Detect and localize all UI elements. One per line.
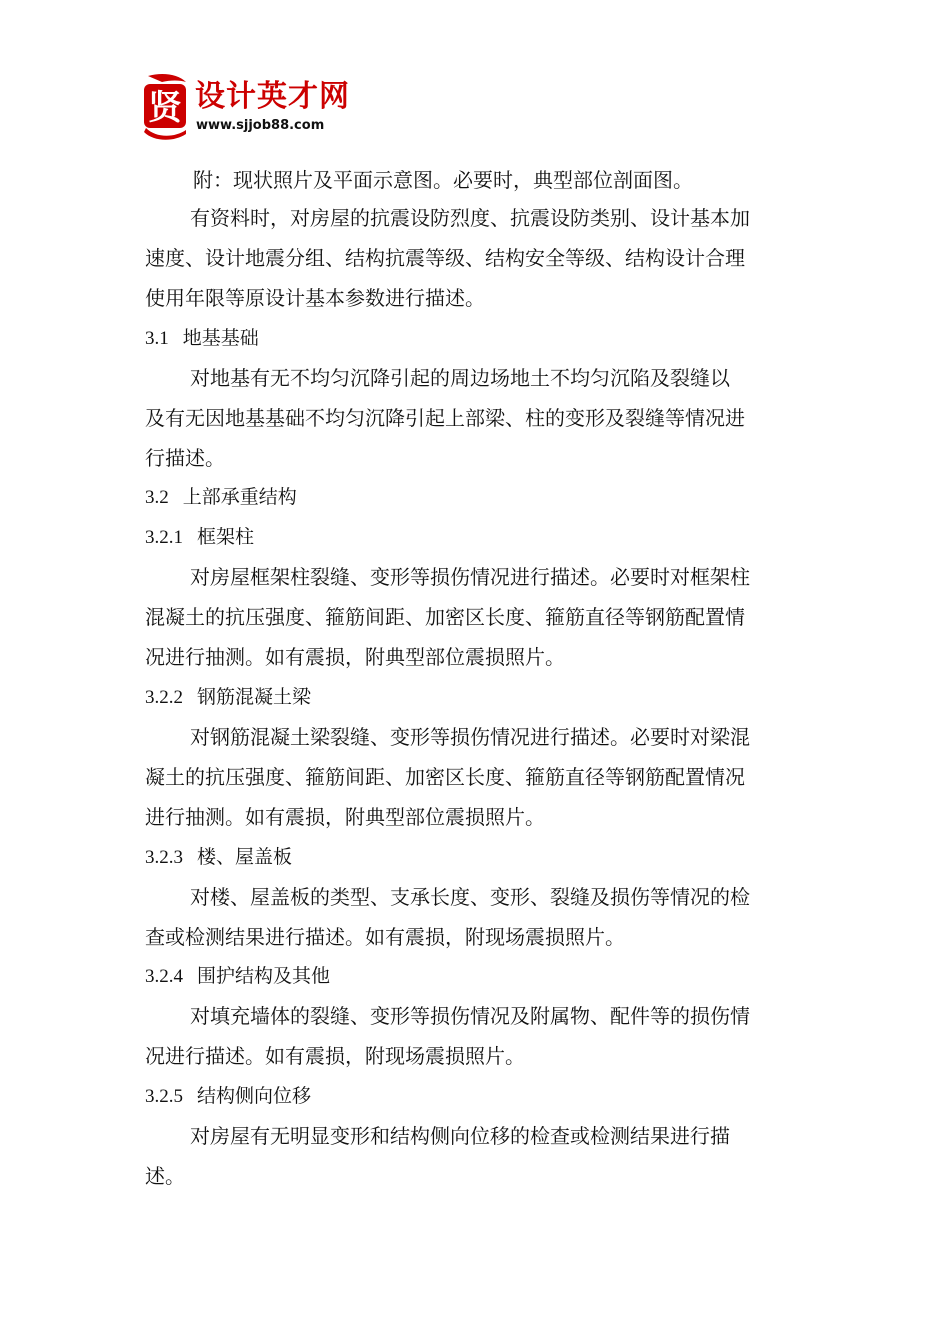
paragraph-line: 对地基有无不均匀沉降引起的周边场地土不均匀沉陷及裂缝以 <box>190 366 730 390</box>
section-title: 地基基础 <box>182 327 259 349</box>
section-heading-3-1 <box>145 325 259 352</box>
section-heading-3-2 <box>145 484 297 511</box>
section-title: 框架柱 <box>197 526 255 548</box>
section-heading-3-2-1 <box>145 524 254 551</box>
section-number: 3.2 <box>145 487 169 508</box>
paragraph-line: 况进行描述。如有震损，附现场震损照片。 <box>145 1044 525 1068</box>
section-number: 3.2.3 <box>145 847 183 868</box>
logo-name: 设计英才网 <box>195 79 350 114</box>
paragraph-line: 对楼、屋盖板的类型、支承长度、变形、裂缝及损伤等情况的检 <box>190 885 750 909</box>
section-title: 上部承重结构 <box>182 486 297 508</box>
svg-text:贤: 贤 <box>148 88 182 128</box>
section-number: 3.2.4 <box>145 966 183 987</box>
intro-line: 使用年限等原设计基本参数进行描述。 <box>145 286 485 310</box>
attachment-note: 附：现状照片及平面示意图。必要时，典型部位剖面图。 <box>193 168 693 192</box>
section-heading-3-2-2 <box>145 684 311 711</box>
paragraph-line: 进行抽测。如有震损，附典型部位震损照片。 <box>145 805 545 829</box>
intro-line: 有资料时，对房屋的抗震设防烈度、抗震设防类别、设计基本加 <box>190 206 750 230</box>
paragraph-line: 对房屋有无明显变形和结构侧向位移的检查或检测结果进行描 <box>190 1124 730 1148</box>
paragraph-line: 及有无因地基基础不均匀沉降引起上部梁、柱的变形及裂缝等情况进 <box>145 406 745 430</box>
paragraph-line: 行描述。 <box>145 446 225 470</box>
paragraph-line: 况进行抽测。如有震损，附典型部位震损照片。 <box>145 645 565 669</box>
section-number: 3.1 <box>145 328 169 349</box>
logo-mark-icon <box>140 72 190 140</box>
intro-line: 速度、设计地震分组、结构抗震等级、结构安全等级、结构设计合理 <box>145 246 745 270</box>
paragraph-line: 对填充墙体的裂缝、变形等损伤情况及附属物、配件等的损伤情 <box>190 1004 750 1028</box>
section-number: 3.2.5 <box>145 1086 183 1107</box>
section-title: 围护结构及其他 <box>197 965 331 987</box>
logo-url: www.sjjob88.com <box>196 118 325 133</box>
paragraph-line: 述。 <box>145 1164 185 1188</box>
section-heading-3-2-3 <box>145 844 292 871</box>
section-title: 结构侧向位移 <box>197 1085 312 1107</box>
paragraph-line: 对钢筋混凝土梁裂缝、变形等损伤情况进行描述。必要时对梁混 <box>190 725 750 749</box>
section-number: 3.2.1 <box>145 527 183 548</box>
paragraph-line: 查或检测结果进行描述。如有震损，附现场震损照片。 <box>145 925 625 949</box>
section-number: 3.2.2 <box>145 687 183 708</box>
section-heading-3-2-4 <box>145 963 330 990</box>
site-logo <box>140 72 380 142</box>
section-heading-3-2-5 <box>145 1083 311 1110</box>
paragraph-line: 对房屋框架柱裂缝、变形等损伤情况进行描述。必要时对框架柱 <box>190 565 750 589</box>
paragraph-line: 混凝土的抗压强度、箍筋间距、加密区长度、箍筋直径等钢筋配置情 <box>145 605 745 629</box>
section-title: 楼、屋盖板 <box>197 846 293 868</box>
section-title: 钢筋混凝土梁 <box>197 686 312 708</box>
paragraph-line: 凝土的抗压强度、箍筋间距、加密区长度、箍筋直径等钢筋配置情况 <box>145 765 745 789</box>
